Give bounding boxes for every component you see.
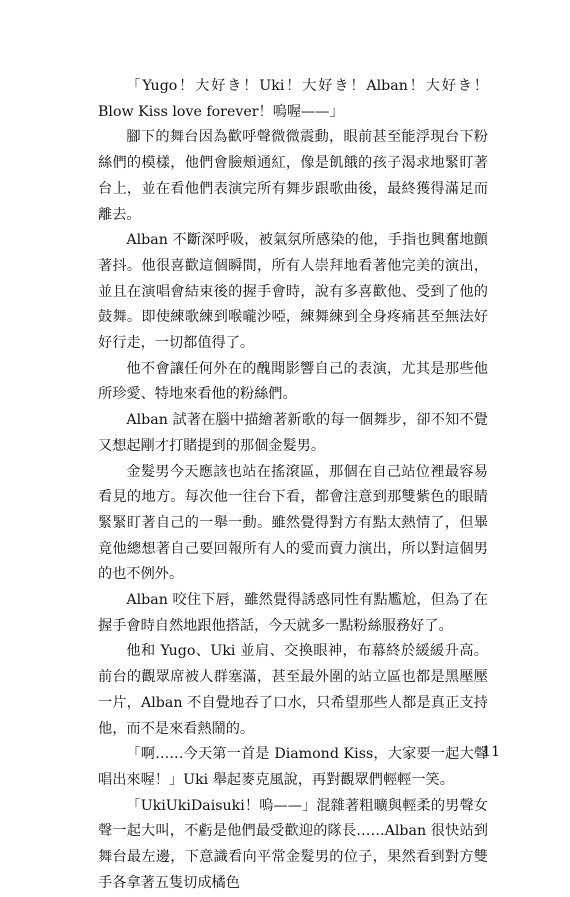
paragraph-1: 「Yugo！大好き！Uki！大好き！Alban！大好き！Blow Kiss love forever！嗚喔——」 bbox=[98, 78, 488, 120]
paragraph-2: 腳下的舞台因為歡呼聲微微震動，眼前甚至能浮現台下粉絲們的模樣，他們會臉頰通紅，像是飢餓的孩子渴求地緊盯著台上，並在看他們表演完所有舞步跟歌曲後，最終獲得滿足而離去。 bbox=[98, 129, 488, 223]
paragraph-10: 「UkiUkiDaisuki！嗚——」混雜著粗曠與輕柔的男聲女聲一起大叫，不虧是他們最受歡迎的隊長……Alban 很快站到舞台最左邊，下意識看向平常金髮男的位子，果然看到對方雙手各拿著五隻切成橘色 bbox=[98, 797, 488, 891]
paragraph-5: Alban 試著在腦中描繪著新歌的每一個舞步，卻不知不覺又想起剛才打賭提到的那個金髮男。 bbox=[98, 412, 488, 454]
paragraph-8: 他和 Yugo、Uki 並肩、交換眼神，布幕終於緩緩升高。前台的觀眾席被人群塞滿，甚至最外圍的站立區也都是黑壓壓一片，Alban 不自覺地吞了口水，只希望那些人都是真正支持他，而不是來看熱鬧的。 bbox=[98, 643, 488, 737]
paragraph-6: 金髮男今天應該也站在搖滾區，那個在自己站位裡最容易看見的地方。每次他一往台下看，都會注意到那雙紫色的眼睛緊緊盯著自己的一舉一動。雖然覺得對方有點太熱情了，但畢竟他總想著自己要回報所有人的愛而賣力演出，所以對這個男的也不例外。 bbox=[98, 463, 488, 583]
paragraph-7: Alban 咬住下唇，雖然覺得誘惑同性有點尷尬，但為了在握手會時自然地跟他搭話，今天就多一點粉絲服務好了。 bbox=[98, 592, 488, 634]
paragraph-3: Alban 不斷深呼吸，被氣氛所感染的他，手指也興奮地顫著抖。他很喜歡這個瞬間，所有人崇拜地看著他完美的演出，並且在演唱會結束後的握手會時，說有多喜歡他、受到了他的鼓舞。即使練歌練到喉嚨沙啞，練舞練到全身疼痛甚至無法好好行走，一切都值得了。 bbox=[98, 232, 488, 352]
page-number: 11 bbox=[482, 744, 500, 760]
paragraph-9: 「啊……今天第一首是 Diamond Kiss，大家要一起大聲唱出來喔！」Uki 舉起麥克風說，再對觀眾們輕輕一笑。 bbox=[98, 746, 488, 788]
body-text bbox=[98, 74, 488, 897]
paragraph-4: 他不會讓任何外在的醜聞影響自己的表演，尤其是那些他所珍愛、特地來看他的粉絲們。 bbox=[98, 360, 488, 403]
